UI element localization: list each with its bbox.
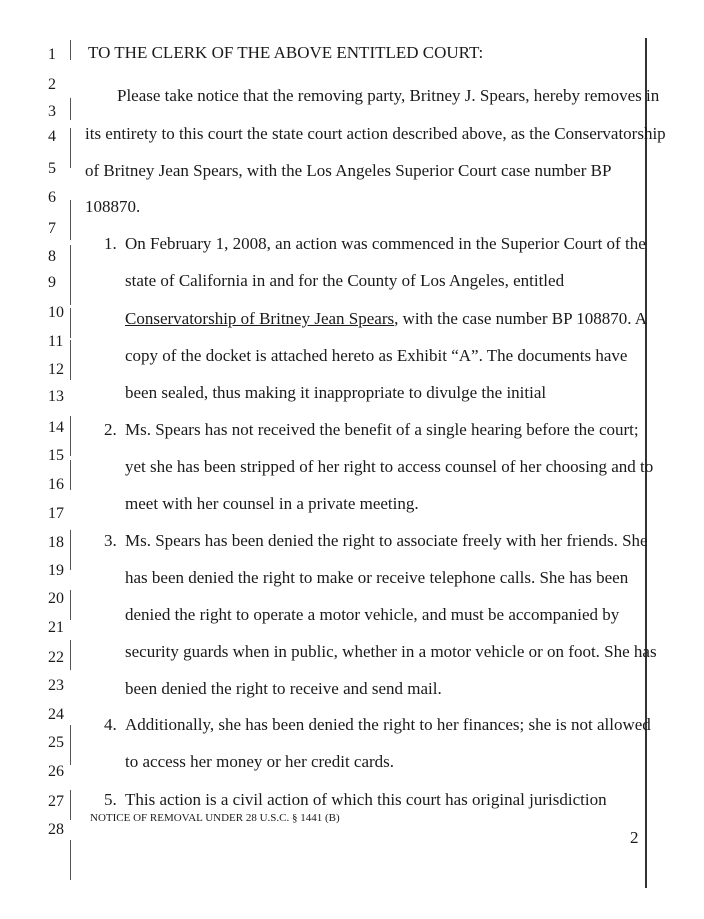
item-line: Ms. Spears has been denied the right to associate freely with her friends. She [125,531,648,550]
left-margin-rule [70,245,71,305]
line-number: 17 [48,505,64,522]
line-number: 3 [48,103,56,120]
item-line: security guards when in public, whether in a motor vehicle or on foot. She has [125,642,657,661]
line-number: 9 [48,274,56,291]
line-number: 27 [48,793,64,810]
left-margin-rule [70,340,71,380]
item-number: 4. [104,715,117,734]
left-margin-rule [70,200,71,240]
line-number: 7 [48,220,56,237]
item-line: has been denied the right to make or receive telephone calls. She has been [125,568,629,587]
left-margin-rule [70,790,71,820]
left-margin-rule [70,725,71,765]
item-line: state of California in and for the County of Los Angeles, entitled [125,271,565,290]
left-margin-rule [70,40,71,60]
intro-line: Please take notice that the removing party, Britney J. Spears, hereby removes in [117,86,660,105]
item-line: been denied the right to receive and send mail. [125,679,442,698]
line-number: 28 [48,821,64,838]
left-margin-rule [70,416,71,456]
line-number: 16 [48,476,64,493]
item-line: to access her money or her credit cards. [125,752,395,771]
intro-line: 108870. [85,197,141,216]
item-number: 2. [104,420,117,439]
line-number: 12 [48,361,64,378]
page-number: 2 [630,828,639,847]
left-margin-rule [70,308,71,338]
line-number: 2 [48,76,56,93]
line-number: 5 [48,160,56,177]
line-number: 25 [48,734,64,751]
item-line: meet with her counsel in a private meeting. [125,494,419,513]
footer-caption: NOTICE OF REMOVAL UNDER 28 U.S.C. § 1441 (B) [90,812,340,824]
left-margin-rule [70,128,71,168]
left-margin-rule [70,460,71,490]
line-number: 14 [48,419,64,436]
heading: TO THE CLERK OF THE ABOVE ENTITLED COURT: [88,43,484,62]
item-line: Ms. Spears has not received the benefit of a single hearing before the court; [125,420,639,439]
item-number: 1. [104,234,117,253]
line-number: 4 [48,128,56,145]
line-number: 15 [48,447,64,464]
intro-line: of Britney Jean Spears, with the Los Angeles Superior Court case number BP [85,161,612,180]
line-number: 1 [48,46,56,63]
left-margin-rule [70,530,71,570]
line-number: 8 [48,248,56,265]
item-line-rest: , with the case number BP 108870. A [394,309,648,328]
line-number: 6 [48,189,56,206]
line-number: 18 [48,534,64,551]
left-margin-rule [70,640,71,670]
item-line: been sealed, thus making it inappropriate to divulge the initial [125,383,547,402]
line-number: 26 [48,763,64,780]
line-number: 10 [48,304,64,321]
line-number: 23 [48,677,64,694]
left-margin-rule [70,840,71,880]
left-margin-rule [70,98,71,120]
item-line: On February 1, 2008, an action was commenced in the Superior Court of the [125,234,646,253]
intro-line: its entirety to this court the state court action described above, as the Conservatorship [85,124,666,143]
item-number: 5. [104,790,117,809]
item-line: copy of the docket is attached hereto as Exhibit “A”. The documents have [125,346,628,365]
item-line: denied the right to operate a motor vehicle, and must be accompanied by [125,605,620,624]
line-number: 24 [48,706,64,723]
left-margin-rule [70,590,71,620]
line-number: 13 [48,388,64,405]
item-line [125,309,647,329]
line-number: 20 [48,590,64,607]
line-number: 19 [48,562,64,579]
line-number: 11 [48,333,64,350]
line-number: 21 [48,619,64,636]
item-line: Additionally, she has been denied the right to her finances; she is not allowed [125,715,651,734]
case-title: Conservatorship of Britney Jean Spears [125,309,395,328]
item-line: yet she has been stripped of her right to access counsel of her choosing and to [125,457,654,476]
item-line: This action is a civil action of which this court has original jurisdiction [125,790,607,809]
item-number: 3. [104,531,117,550]
line-number: 22 [48,649,64,666]
